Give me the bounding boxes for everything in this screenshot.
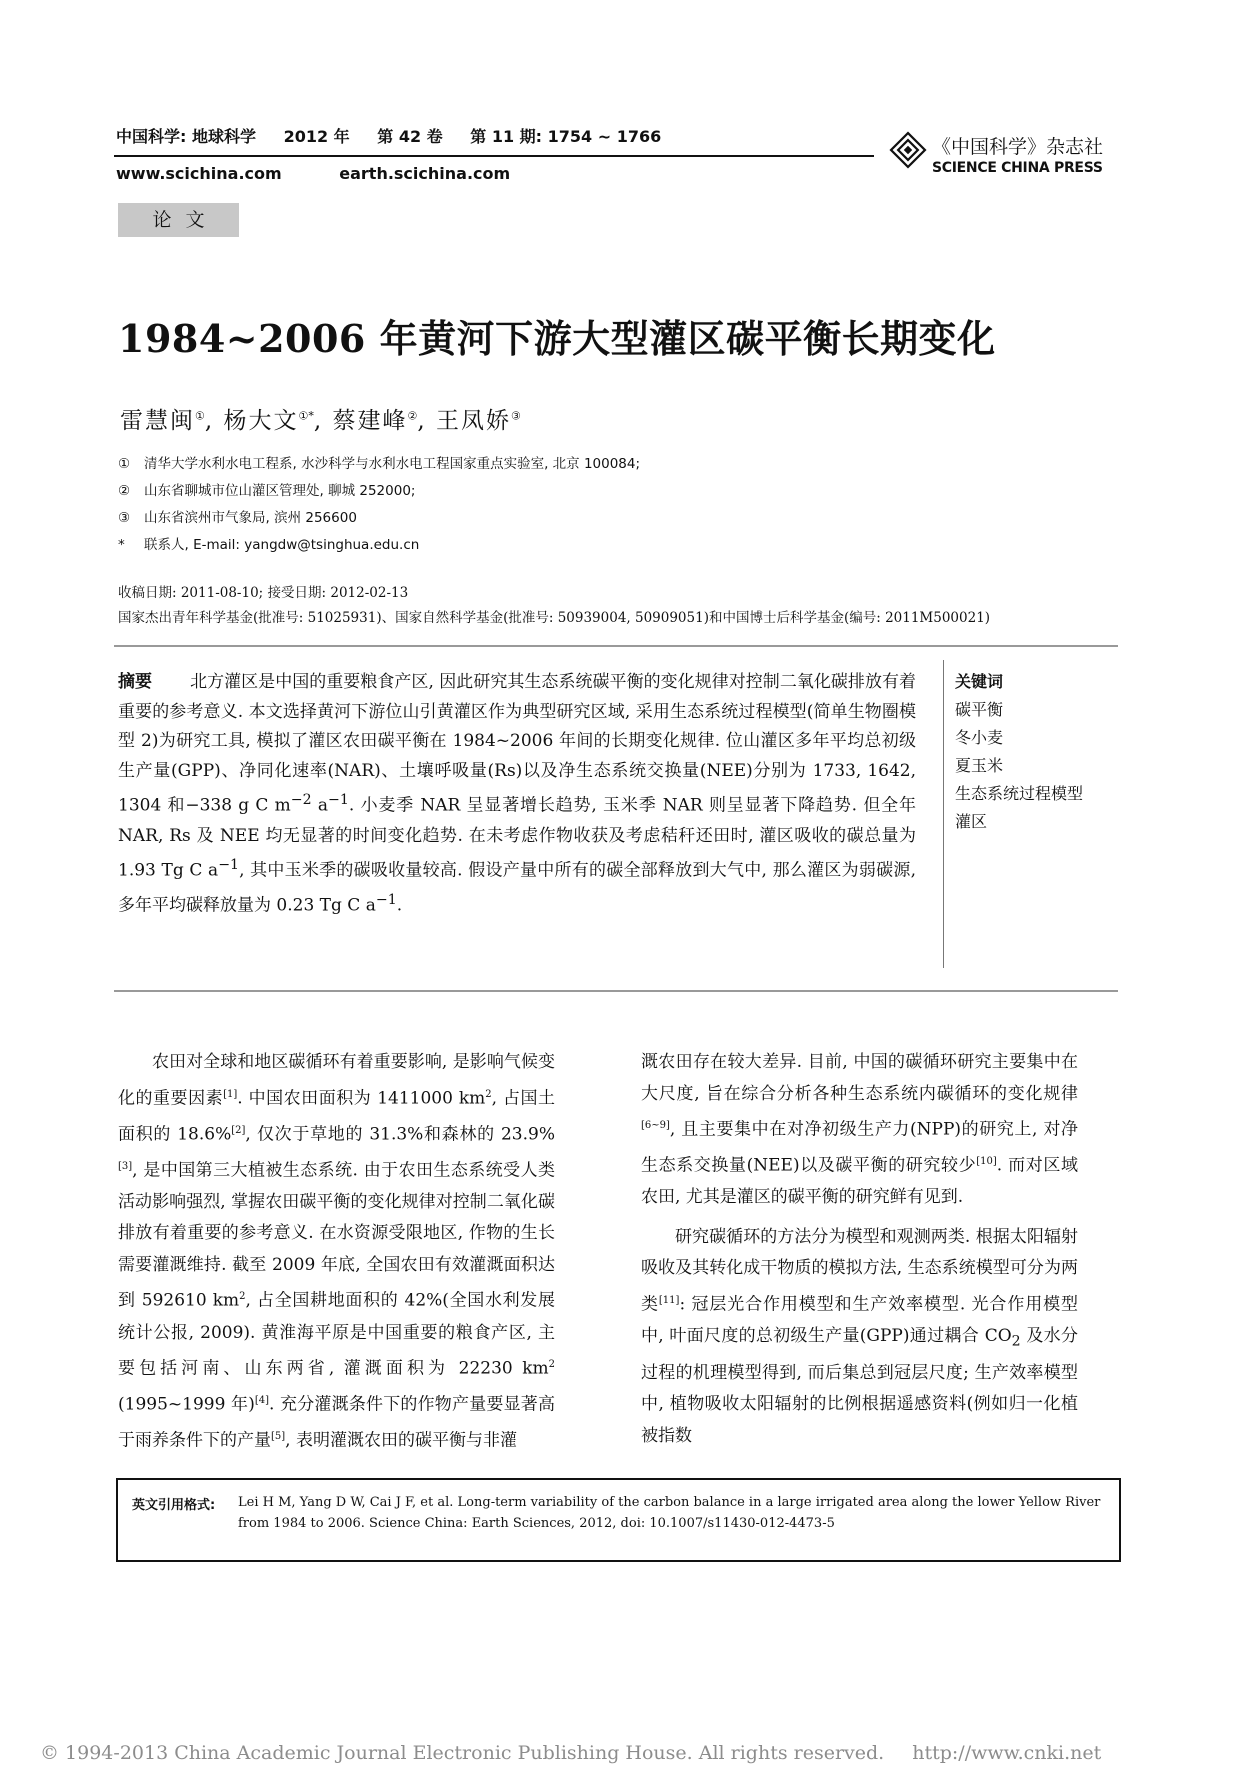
citation-ref[interactable]: [2]	[231, 1124, 246, 1136]
body-text: 及水分过程的机理模型得到, 而后集总到冠层尺度; 生产效率模型中, 植物吸收太阳辐射的比例根据遥感资料(例如归一化植被指数	[641, 1325, 1078, 1446]
superscript: 2	[239, 1291, 246, 1303]
affiliation-text: 清华大学水利水电工程系, 水沙科学与水利水电工程国家重点实验室, 北京 100084;	[144, 456, 641, 472]
abstract-sup: −1	[375, 892, 397, 909]
keyword-item: 夏玉米	[955, 756, 1004, 775]
journal-urls	[116, 164, 562, 183]
press-name-en: SCIENCE CHINA PRESS	[932, 160, 1103, 176]
paper-title: 1984~2006 年黄河下游大型灌区碳平衡长期变化	[118, 316, 996, 361]
abstract-sup: −2	[290, 792, 312, 809]
body-text: , 占全国耕地面积的 42%(全国水利发展统计公报, 2009). 黄淮海平原是中国重要的粮食产区, 主要包括河南、山东两省, 灌溉面积为 22230 km	[118, 1291, 555, 1379]
author-mark: ①*	[298, 409, 314, 423]
body-text: 溉农田存在较大差异. 目前, 中国的碳循环研究主要集中在大尺度, 旨在综合分析各种生态系统内碳循环的变化规律	[641, 1052, 1078, 1104]
science-china-press-logo-icon	[886, 128, 930, 172]
citation-ref[interactable]: [5]	[271, 1431, 286, 1443]
author-name: 雷慧闽	[120, 408, 195, 434]
citation-ref[interactable]: [3]	[118, 1160, 133, 1172]
funding-statement: 国家杰出青年科学基金(批准号: 51025931)、国家自然科学基金(批准号: 50939004, 50909051)和中国博士后科学基金(编号: 2011M500021)	[118, 610, 991, 626]
superscript: 2	[485, 1088, 492, 1100]
abstract-text: .	[396, 896, 403, 917]
body-text: (1995~1999 年)	[118, 1394, 255, 1415]
article-type-badge: 论文	[118, 203, 239, 237]
journal-issue: 第 11 期: 1754 ~ 1766	[470, 127, 662, 146]
journal-volume: 第 42 卷	[377, 127, 443, 146]
body-paragraph	[118, 1047, 555, 1458]
body-text: : 冠层光合作用模型和生产效率模型. 光合作用模型中, 叶面尺度的总初级生产量(GPP)通过耦合 CO	[641, 1294, 1078, 1346]
affiliation-2	[118, 479, 415, 499]
keyword-item: 生态系统过程模型	[955, 784, 1084, 803]
copyright-notice: © 1994-2013 China Academic Journal Electronic Publishing House. All rights reserved.	[40, 1742, 885, 1764]
citation-box	[116, 1478, 1121, 1562]
body-column-left	[118, 1047, 555, 1458]
abstract-sup: −1	[328, 792, 349, 809]
author-list: 雷慧闽①, 杨大文①*, 蔡建峰②, 王凤娇③	[120, 408, 521, 434]
author-mark: ③	[511, 409, 521, 423]
body-paragraph	[641, 1222, 1078, 1453]
keyword-item: 灌区	[955, 812, 988, 831]
affiliation-text: 山东省滨州市气象局, 滨州 256600	[144, 510, 357, 526]
keywords	[955, 668, 1083, 836]
citation-label: 英文引用格式:	[132, 1498, 216, 1513]
body-text: . 充分灌溉条件下的作物产量要显著高于雨养条件下的产量	[118, 1394, 555, 1452]
body-text: . 而对区域农田, 尤其是灌区的碳平衡的研究鲜有见到.	[641, 1155, 1078, 1208]
journal-url-main[interactable]: www.scichina.com	[116, 164, 282, 183]
journal-header	[116, 124, 683, 147]
abstract-label: 摘要	[118, 672, 153, 692]
affiliation-text: 山东省聊城市位山灌区管理处, 聊城 252000;	[144, 483, 416, 499]
author-name: 杨大文	[223, 408, 299, 434]
abstract-sup: −1	[218, 857, 240, 874]
press-name-cn: 《中国科学》杂志社	[932, 136, 1104, 158]
journal-name: 中国科学: 地球科学	[116, 127, 256, 146]
abstract-bottom-rule	[114, 990, 1118, 992]
keywords-label: 关键词	[955, 672, 1004, 691]
affiliation-mark: *	[118, 537, 125, 553]
abstract-text: , 其中玉米季的碳吸收量较高. 假设产量中所有的碳全部释放到大气中, 那么灌区为弱碳源, 多年平均碳释放量为 0.23 Tg C a	[118, 860, 916, 917]
body-text: 研究碳循环的方法分为模型和观测两类. 根据太阳辐射吸收及其转化成干物质的模拟方法, 生态系统模型可分为两类	[641, 1226, 1078, 1315]
body-column-right	[641, 1047, 1078, 1452]
subscript: 2	[1011, 1333, 1021, 1350]
abstract	[118, 668, 916, 922]
body-paragraph	[641, 1047, 1078, 1214]
keyword-item: 碳平衡	[955, 700, 1004, 719]
citation-ref[interactable]: [4]	[254, 1395, 270, 1407]
citation-ref[interactable]: [10]	[976, 1156, 997, 1168]
citation-ref[interactable]: [6~9]	[641, 1120, 670, 1131]
author-name: 蔡建峰	[332, 408, 408, 434]
author-mark: ①	[195, 409, 205, 423]
body-text: , 且主要集中在对净初级生产力(NPP)的研究上, 对净生态系交换量(NEE)以及碳平衡的研究较少	[641, 1119, 1078, 1176]
keyword-item: 冬小麦	[955, 728, 1004, 747]
affiliation-3	[118, 506, 357, 526]
abstract-text: 北方灌区是中国的重要粮食产区, 因此研究其生态系统碳平衡的变化规律对控制二氧化碳排放有着重要的参考意义. 本文选择黄河下游位山引黄灌区作为典型研究区域, 采用生态系统过程模型(简单生物圈模型 2)为研究工具, 模拟了灌区农田碳平衡在 1984~2006 年间的长期变化规律. 位山灌区多年平均总初级生产量(GPP)、净同化速率(NAR)、土壤呼吸量(Rs)以及净生态系统交换量(NEE)分别为 1733, 1642, 1304 和−338 g C m	[118, 672, 917, 817]
author-mark: ②	[407, 409, 418, 423]
contact-email[interactable]: 联系人, E-mail: yangdw@tsinghua.edu.cn	[144, 537, 420, 553]
author-name: 王凤娇	[436, 408, 511, 434]
abstract-text: a	[311, 796, 329, 817]
body-text: , 占国土面积的 18.6%	[118, 1088, 556, 1145]
affiliation-mark: ③	[118, 510, 131, 526]
received-accepted-dates: 收稿日期: 2011-08-10; 接受日期: 2012-02-13	[118, 585, 409, 601]
abstract-text: . 小麦季 NAR 呈显著增长趋势, 玉米季 NAR 则呈显著下降趋势. 但全年 NAR, Rs 及 NEE 均无显著的时间变化趋势. 在未考虑作物收获及考虑秸秆还田时, 灌区吸收的碳总量为 1.93 Tg C a	[118, 796, 916, 881]
affiliation-mark: ①	[118, 456, 131, 472]
journal-url-earth[interactable]: earth.scichina.com	[339, 164, 511, 183]
body-text: . 中国农田面积为 1411000 km	[237, 1088, 486, 1109]
header-rule	[114, 155, 874, 157]
journal-year: 2012 年	[283, 127, 350, 146]
affiliation-1	[118, 452, 640, 472]
body-text: , 是中国第三大植被生态系统. 由于农田生态系统受人类活动影响强烈, 掌握农田碳平衡的变化规律对控制二氧化碳排放有着重要的参考意义. 在水资源受限地区, 作物的生长需要灌溉维持. 截至 2009 年底, 全国农田有效灌溉面积达到 592610 km	[118, 1160, 555, 1312]
citation-ref[interactable]: [1]	[223, 1088, 238, 1100]
body-text: 农田对全球和地区碳循环有着重要影响, 是影响气候变化的重要因素	[118, 1052, 555, 1109]
citation-ref[interactable]: [11]	[658, 1294, 680, 1306]
corresponding-author	[118, 533, 419, 553]
keywords-divider	[943, 660, 944, 968]
body-text: , 表明灌溉农田的碳平衡与非灌	[285, 1431, 517, 1452]
cnki-link[interactable]: http://www.cnki.net	[912, 1742, 1102, 1764]
body-text: , 仅次于草地的 31.3%和森林的 23.9%	[245, 1124, 555, 1145]
affiliation-mark: ②	[118, 483, 131, 499]
superscript: 2	[548, 1359, 555, 1371]
page-footer	[40, 1742, 1101, 1764]
abstract-top-rule	[114, 645, 1118, 647]
citation-text: Lei H M, Yang D W, Cai J F, et al. Long-term variability of the carbon balance in a large irrigated area along the lower Yellow River from 1984 to 2006. Science China: Earth Sciences, 2012, doi: 10.1007/s11430-012-4473-5	[238, 1495, 1101, 1531]
